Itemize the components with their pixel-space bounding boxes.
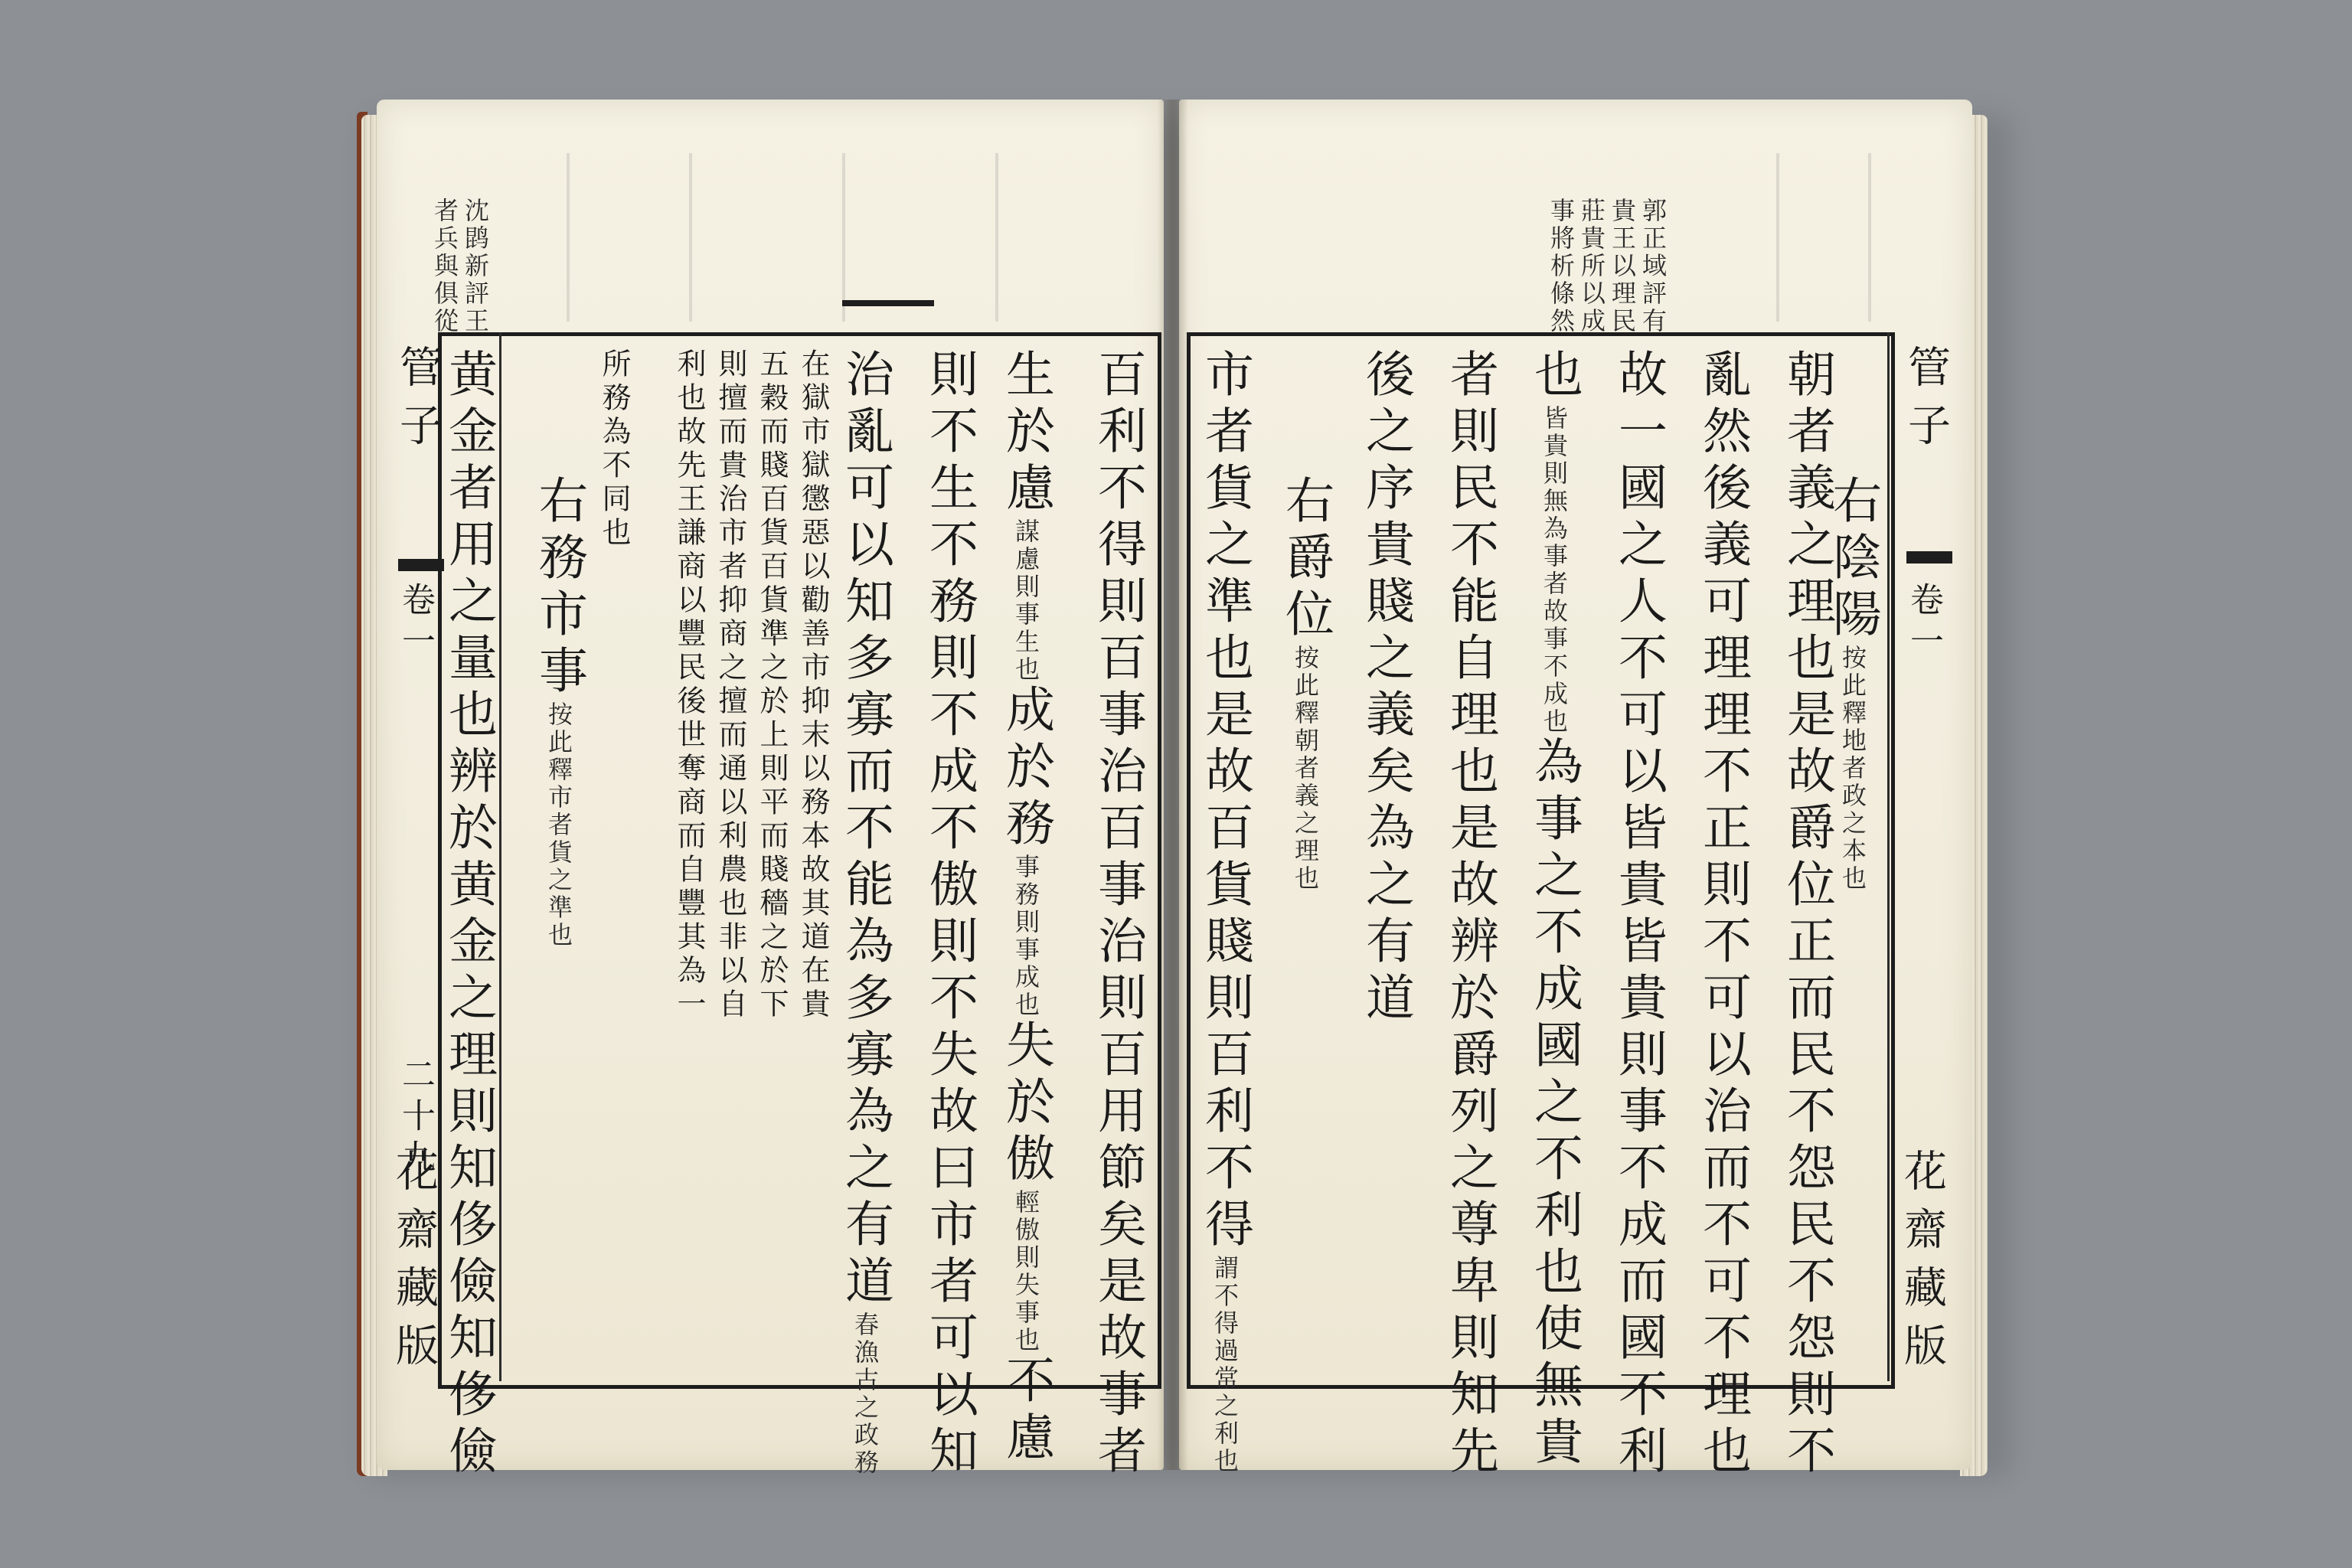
runner-divider [1887, 332, 1890, 1381]
text-column: 則不生不務則不成不傲則不失故曰市者可以知 [921, 348, 978, 1481]
text-column: 故一國之人不可以皆貴皆貴則事不成而國不利 [1610, 348, 1667, 1481]
bleed-through [567, 153, 570, 322]
commentary-column: 利也故先王謙商以豐民後世奪商而自豐其為一 [672, 348, 706, 1022]
text-column: 市者貨之準也是故百貨賤則百利不得謂不得過常之利也 [1197, 348, 1253, 1475]
publisher-mark-left: 花齋藏版 [389, 1148, 439, 1381]
text-column: 亂然後義可理理不正則不可以治而不可不理也 [1694, 348, 1751, 1481]
runner-title-left: 管子 [393, 345, 443, 461]
text-column: 者則民不能自理也是故辨於爵列之尊卑則知先 [1442, 348, 1498, 1481]
commentary-column: 則擅而貴治市者抑商之擅而通以利農也非以自 [714, 348, 747, 1022]
text-column: 也皆貴則無為事者故事不成也為事之不成國之不利也使無貴 [1526, 348, 1583, 1472]
publisher-mark-right: 花齋藏版 [1897, 1148, 1947, 1381]
bleed-through [1776, 153, 1779, 322]
bleed-through [689, 153, 692, 322]
runner-volume-left: 卷一 [396, 582, 435, 665]
text-column: 生於慮謀慮則事生也成於務事務則事成也失於傲輕傲則失事也不慮 [998, 348, 1054, 1468]
commentary-column: 所務為不同也 [597, 348, 631, 550]
runner-title-right: 管子 [1901, 345, 1951, 461]
runner-divider [499, 332, 501, 1381]
margin-note-left-1: 沈鹍新評王 [461, 198, 490, 335]
margin-note-right-1: 郭正域評有 [1638, 198, 1668, 335]
text-column: 治亂可以知多寡而不能為多寡為之有道春漁古之政務 [837, 348, 893, 1477]
margin-note-right-3: 莊貴所以成 [1577, 198, 1606, 335]
folio-number: 二十九 [396, 1057, 435, 1181]
commentary-column: 在獄市獄懲惡以勸善市抑末以務本故其道在貴 [796, 348, 830, 1022]
bleed-through [1868, 153, 1871, 322]
printer-mark [842, 300, 934, 306]
commentary-column: 五穀而賤百貨百貨準之於上則平而賤穡之於下 [755, 348, 789, 1022]
bleed-through [842, 153, 845, 322]
section-heading-column: 右務市事按此釋市者貨之準也 [531, 475, 587, 949]
text-column: 黄金者用之量也辨於黄金之理則知侈儉知侈儉 [440, 348, 497, 1481]
bleed-through [995, 153, 998, 322]
section-heading-column: 右陰陽按此釋地者政之本也 [1824, 475, 1881, 893]
fish-tail-mark [1906, 551, 1952, 564]
margin-note-right-2: 貴王以理民 [1608, 198, 1637, 335]
fish-tail-mark [398, 559, 444, 571]
text-column: 後之序貴賤之義矣為之有道 [1357, 348, 1414, 1028]
runner-volume-right: 卷一 [1904, 582, 1943, 665]
text-column: 朝者義之理也是故爵位正而民不怨民不怨則不 [1779, 348, 1835, 1481]
margin-note-right-4: 事將析條然 [1547, 198, 1576, 335]
section-heading-column: 右爵位按此釋朝者義之理也 [1277, 475, 1334, 893]
book-gutter [1158, 100, 1188, 1470]
text-column: 百利不得則百事治百事治則百用節矣是故事者 [1089, 348, 1146, 1481]
margin-note-left-2: 者兵與俱從 [430, 198, 459, 335]
